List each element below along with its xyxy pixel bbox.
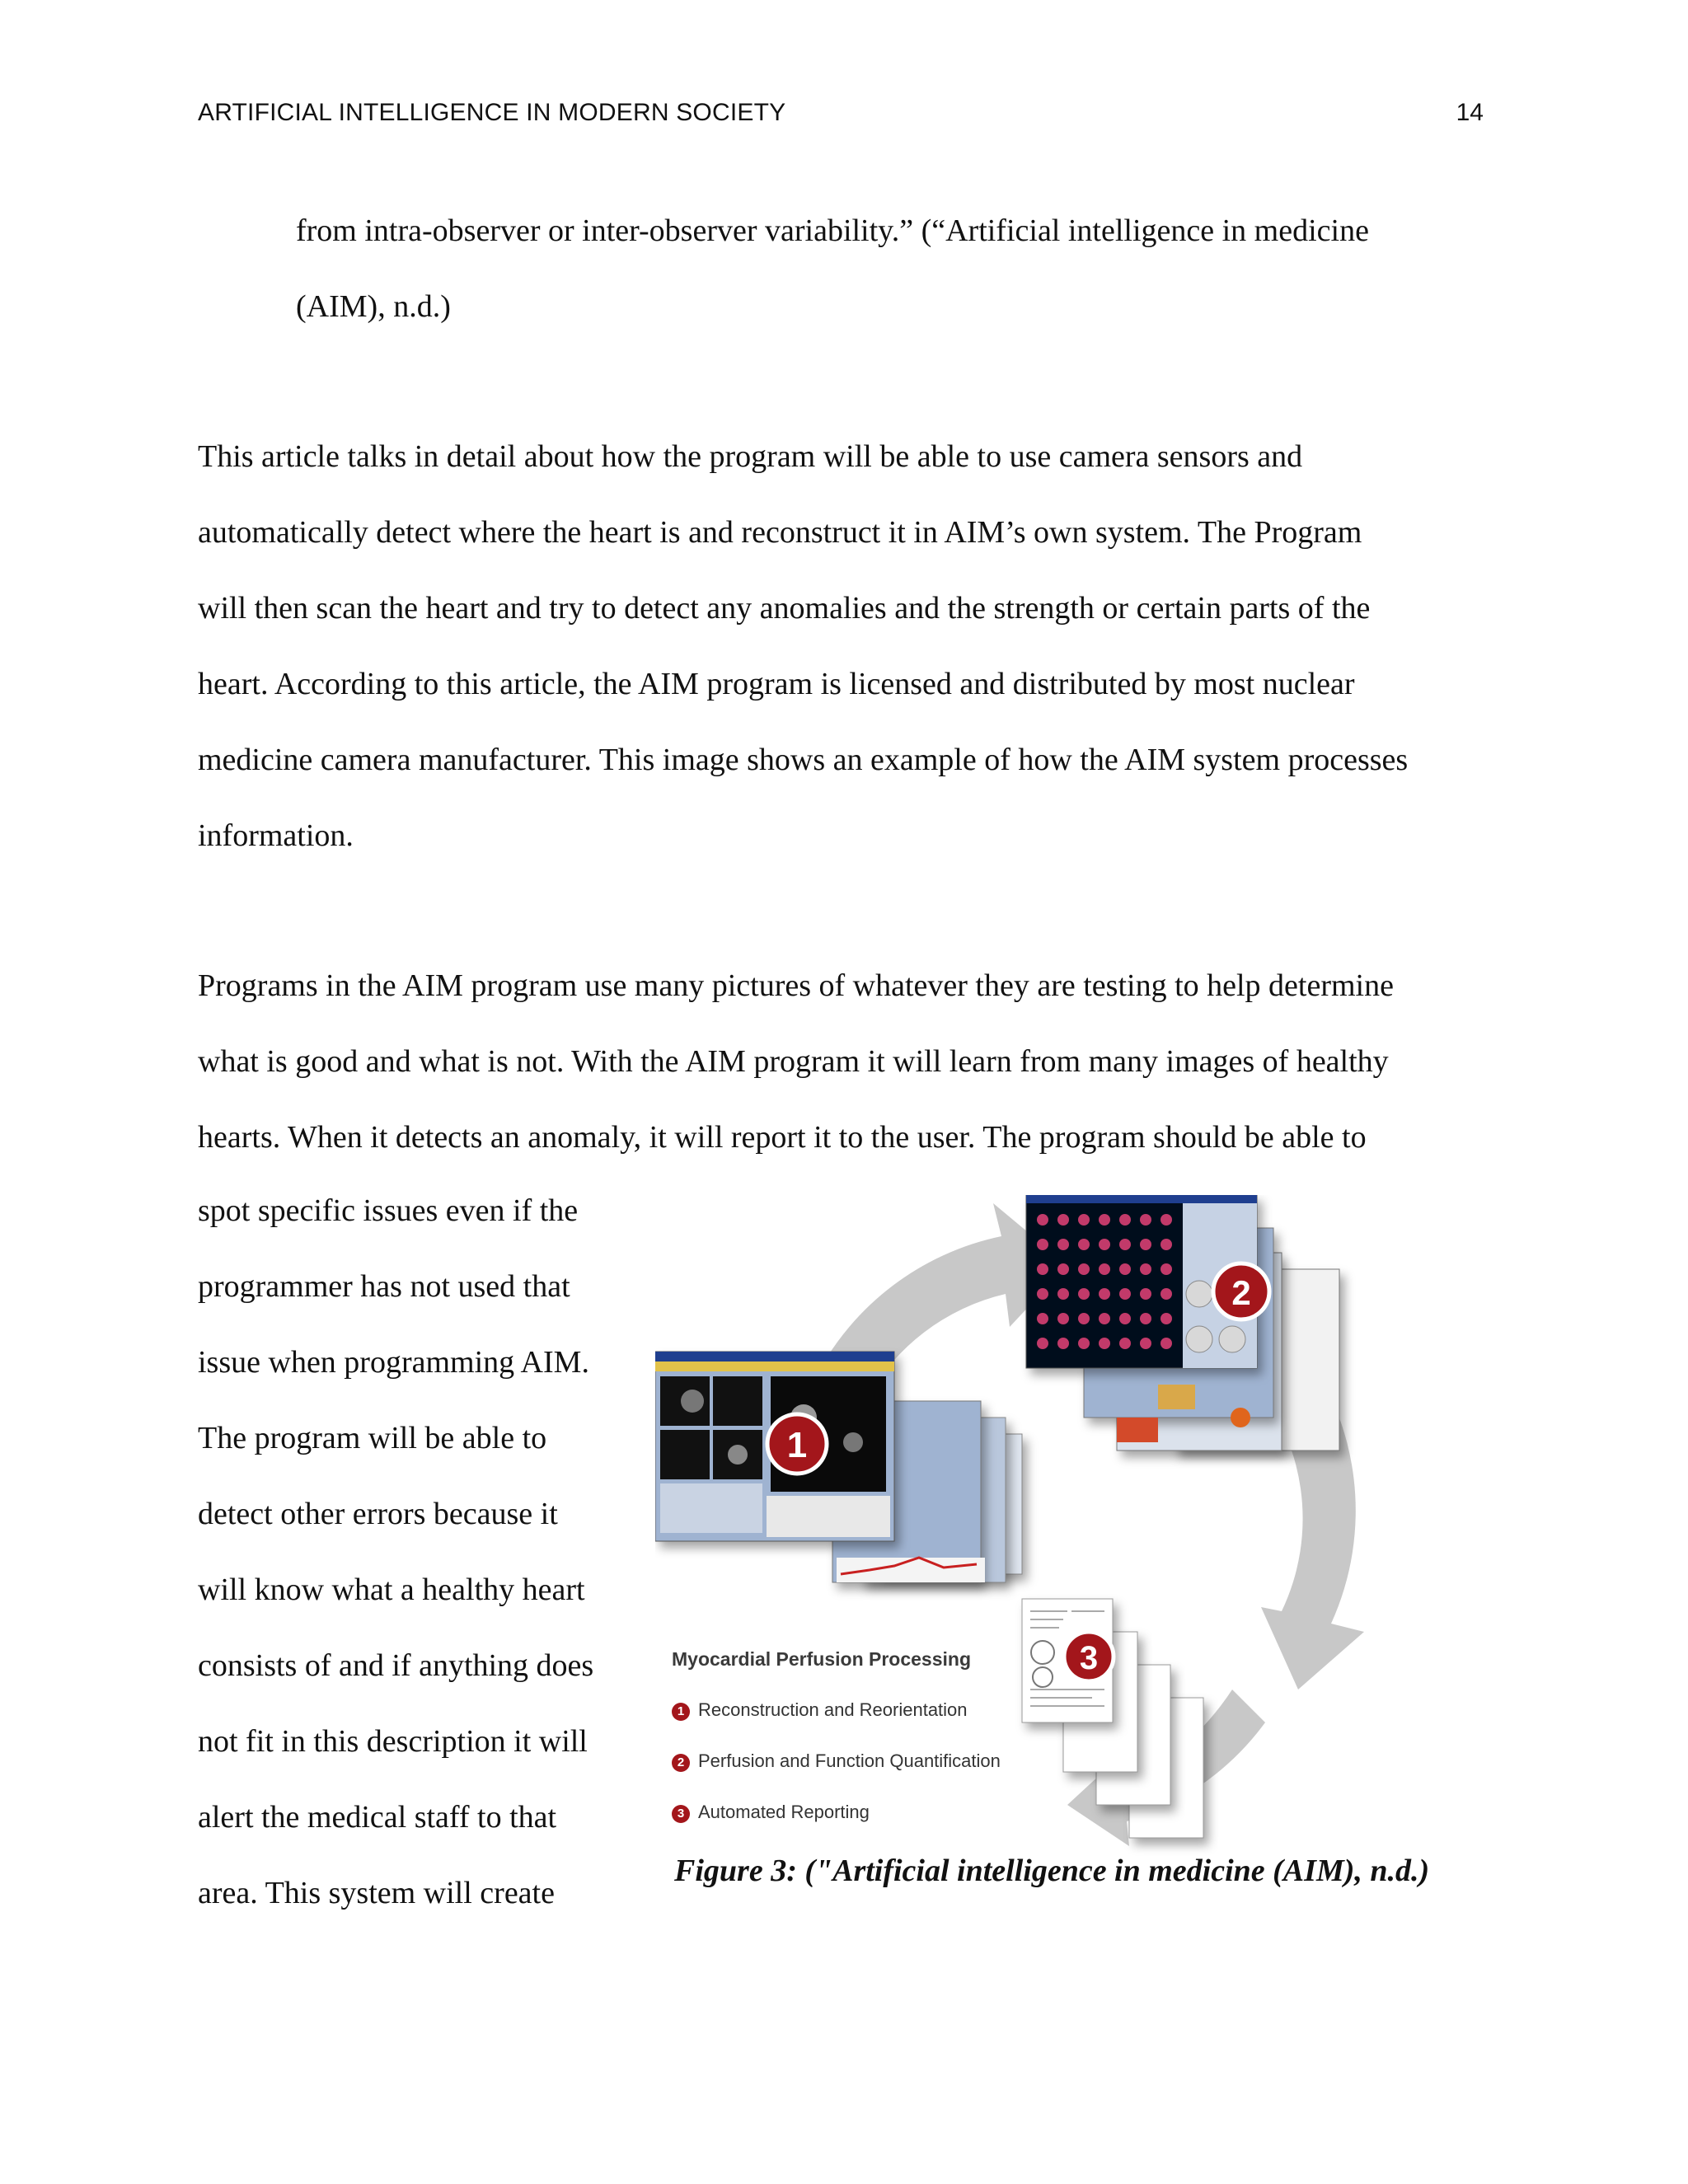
text-line: The program will be able to — [198, 1421, 547, 1455]
stage-2-screens — [1026, 1195, 1339, 1451]
legend-number-bullet: 1 — [672, 1703, 690, 1721]
stage-3-reports — [1022, 1599, 1203, 1838]
text-line: will then scan the heart and try to detect any anomalies and the strength or certain parts of the — [198, 591, 1371, 626]
text-line: issue when programming AIM. — [198, 1345, 589, 1380]
text-line: area. This system will create — [198, 1876, 555, 1910]
running-head — [198, 99, 1484, 140]
legend-title: Myocardial Perfusion Processing — [672, 1648, 972, 1670]
text-line: detect other errors because it — [198, 1497, 558, 1531]
legend-number-bullet: 3 — [672, 1805, 690, 1823]
text-line: automatically detect where the heart is and reconstruct it in AIM’s own system. The Program — [198, 515, 1362, 550]
legend-item-label: Perfusion and Function Quantification — [698, 1750, 1001, 1771]
quote-line: (AIM), n.d.) — [296, 289, 451, 324]
text-line: medicine camera manufacturer. This image shows an example of how the AIM system processes — [198, 743, 1409, 777]
legend-item-3 — [672, 1802, 870, 1823]
text-line: alert the medical staff to that — [198, 1800, 557, 1835]
block-quote — [296, 193, 1483, 344]
step-1-badge-number: 1 — [786, 1425, 808, 1465]
text-line: will know what a healthy heart — [198, 1572, 585, 1607]
paragraph-1 — [198, 419, 1484, 874]
text-line: what is good and what is not. With the AIM program it will learn from many images of healthy — [198, 1044, 1389, 1079]
running-head-title: ARTIFICIAL INTELLIGENCE IN MODERN SOCIETY — [198, 99, 786, 126]
figure-caption: Figure 3: ("Artificial intelligence in medicine (AIM), n.d.) — [674, 1854, 1430, 1888]
text-line: hearts. When it detects an anomaly, it will report it to the user. The program should be able to — [198, 1120, 1367, 1155]
quote-line: from intra-observer or inter-observer variability.” (“Artificial intelligence in medicine — [296, 213, 1369, 248]
step-2-badge-number: 2 — [1231, 1273, 1251, 1312]
text-line: spot specific issues even if the — [198, 1193, 579, 1228]
cycle-illustration — [655, 1195, 1447, 1887]
processing-cycle-figure — [655, 1195, 1447, 1887]
text-line: consists of and if anything does — [198, 1648, 594, 1683]
legend-number-bullet: 2 — [672, 1754, 690, 1772]
page-number: 14 — [1456, 99, 1484, 126]
stage-1-screens — [655, 1352, 1022, 1582]
legend-item-label: Reconstruction and Reorientation — [698, 1699, 968, 1720]
text-line: programmer has not used that — [198, 1269, 570, 1304]
legend-item-label: Automated Reporting — [698, 1802, 870, 1822]
paragraph-3-wrapped — [198, 1173, 643, 1931]
step-3-badge-number: 3 — [1079, 1640, 1099, 1676]
text-line: This article talks in detail about how the program will be able to use camera sensors and — [198, 439, 1303, 474]
paragraph-2 — [198, 948, 1484, 1175]
text-line: Programs in the AIM program use many pictures of whatever they are testing to help determine — [198, 968, 1394, 1003]
legend-item-1 — [672, 1699, 968, 1721]
text-line: heart. According to this article, the AIM program is licensed and distributed by most nuclear — [198, 667, 1355, 701]
text-line: information. — [198, 818, 354, 853]
legend-item-2 — [672, 1750, 1001, 1772]
text-line: not fit in this description it will — [198, 1724, 588, 1759]
